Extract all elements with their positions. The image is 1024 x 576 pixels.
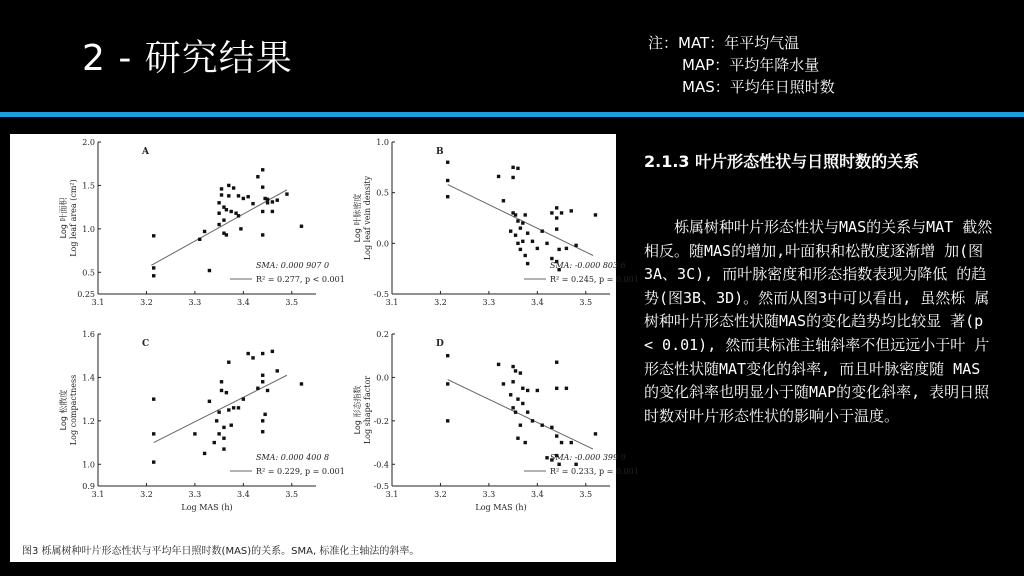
data-point [220,187,223,190]
x-tick-label: 3.1 [385,490,399,499]
x-tick-label: 3.1 [91,298,105,307]
data-point [555,216,558,219]
data-point [446,179,449,182]
data-point [446,419,449,422]
data-point [531,419,534,422]
y-tick-label: 0.5 [82,268,95,278]
y-tick-label: -0.5 [373,290,389,299]
data-point [285,192,288,195]
x-tick-label: 3.1 [91,490,105,499]
data-point [152,274,155,277]
data-point [555,206,558,209]
data-point [521,402,524,405]
x-tick-label: 3.5 [285,298,299,307]
note-line-mat: 注：MAT：年平均气温 [648,34,800,52]
data-point [215,419,218,422]
data-point [497,175,500,178]
y-tick-label: 0.0 [376,373,389,383]
y-tick-label: 1.4 [82,373,95,383]
r2-annotation: R² = 0.229, p = 0.001 [256,467,345,476]
data-point [555,387,558,390]
data-point [263,413,266,416]
data-point [217,212,220,215]
y-tick-label: 0.2 [376,330,389,339]
y-tick-label: 0.9 [82,482,95,491]
data-point [516,167,519,170]
data-point [222,447,225,450]
data-point [519,226,522,229]
scatter-panels [10,134,639,562]
data-point [266,389,269,392]
figure-3 [10,134,639,562]
data-point [198,238,201,241]
r2-annotation: R² = 0.233, p = 0.001 [550,467,639,476]
data-point [526,389,529,392]
data-point [511,176,514,179]
data-point [574,244,577,247]
data-point [152,432,155,435]
x-tick-label: 3.5 [285,490,299,499]
data-point [516,437,519,440]
data-point [514,410,517,413]
data-point [217,223,220,226]
data-point [565,387,568,390]
data-point [230,210,233,213]
data-point [545,242,548,245]
x-axis-label: Log MAS (h) [475,503,527,512]
panel-letter: D [436,339,444,349]
data-point [497,363,500,366]
data-point [261,168,264,171]
panel-letter: C [142,339,150,349]
data-point [246,195,249,198]
section-heading: 2.1.3 叶片形态性状与日照时数的关系 [644,152,920,171]
x-tick-label: 3.4 [530,490,544,499]
x-tick-label: 3.2 [140,490,153,499]
data-point [521,221,524,224]
data-point [261,380,264,383]
data-point [511,166,514,169]
section-body: 栎属树种叶片形态性状与MAS的关系与MAT 截然相反。随MAS的增加,叶面积和松散度逐渐增 加(图3A、3C), 而叶脉密度和形态指数表现为降低 的趋势(图3B、3D)。然而从图3中可以看出, 虽然栎 属树种叶片形态性状随MAS的变化趋势均比较显 著(p < 0.01), 然而其标准主轴斜率不但远远小于叶 片形态性状随MAT变化的斜率, 而且叶脉密度随 MAS的变化斜率也明显小于随MAP的变化斜率, 表明日照时数对叶片形态性状的影响小于温度。 [644,218,993,425]
sma-annotation: SMA: -0.000 803 6 [550,261,626,270]
data-point [251,202,254,205]
figure-caption: 图3 栎属树种叶片形态性状与平均年日照时数(MAS)的关系。SMA, 标准化主轴法的斜率。 [22,546,420,557]
y-tick-label: 1.5 [82,181,95,191]
data-point [239,227,242,230]
data-point [242,197,245,200]
data-point [519,371,522,374]
data-point [300,225,303,228]
data-point [230,424,233,427]
abbreviation-note [648,32,835,98]
data-point [217,432,220,435]
data-point [266,201,269,204]
data-point [550,257,553,260]
data-point [557,248,560,251]
data-point [514,369,517,372]
data-point [550,211,553,214]
data-point [511,380,514,383]
data-point [514,234,517,237]
panel-letter: B [436,147,444,157]
data-point [514,213,517,216]
r2-annotation: R² = 0.245, p = 0.001 [550,275,639,284]
note-line-mas: MAS：平均年日照时数 [682,78,835,96]
y-tick-label: 1.0 [82,224,95,234]
data-point [300,382,303,385]
data-point [220,389,223,392]
r2-annotation: R² = 0.277, p < 0.001 [256,275,345,284]
title-divider [0,112,1024,117]
y-axis-label-cn: Log 叶脉密度 [353,193,362,243]
data-point [519,248,522,251]
x-axis-label: Log MAS (h) [181,503,233,512]
x-tick-label: 3.1 [385,298,399,307]
data-point [256,387,259,390]
data-point [232,406,235,409]
y-tick-label: 2.0 [82,138,95,147]
data-point [227,361,230,364]
data-point [266,198,269,201]
data-point [531,240,534,243]
data-point [565,247,568,250]
data-point [524,441,527,444]
data-point [570,209,573,212]
sma-fit-line [448,185,593,256]
y-tick-label: 1.0 [82,460,95,470]
data-point [555,227,558,230]
data-point [237,214,240,217]
y-tick-label: -0.5 [373,482,389,491]
data-point [203,230,206,233]
panel-letter: A [142,147,149,157]
data-point [526,262,529,265]
data-point [261,185,264,188]
data-point [271,350,274,353]
data-point [203,452,206,455]
data-point [526,232,529,235]
data-point [152,460,155,463]
data-point [222,437,225,440]
data-point [521,387,524,390]
data-point [594,213,597,216]
x-tick-label: 3.2 [434,298,447,307]
data-point [256,175,259,178]
data-point [536,389,539,392]
x-tick-label: 3.3 [482,298,496,307]
data-point [220,380,223,383]
data-point [193,432,196,435]
data-point [560,211,563,214]
y-axis-label: Log leaf vein density [363,175,372,261]
data-point [276,198,279,201]
x-tick-label: 3.4 [530,298,544,307]
data-point [511,406,514,409]
data-point [225,233,228,236]
data-point [560,441,563,444]
y-axis-label-cn: Log 叶面积 [59,197,68,239]
data-point [557,463,560,466]
data-point [502,382,505,385]
data-point [540,229,543,232]
data-point [271,210,274,213]
data-point [261,419,264,422]
y-tick-label: -0.2 [373,416,389,426]
data-point [261,430,264,433]
x-tick-label: 3.4 [236,490,250,499]
x-tick-label: 3.3 [188,298,202,307]
x-tick-label: 3.3 [482,490,496,499]
data-point [516,397,519,400]
data-point [521,240,524,243]
sma-annotation: SMA: -0.000 399 9 [550,453,626,462]
x-tick-label: 3.5 [579,298,593,307]
y-axis-label: Log shape factor [363,375,372,445]
data-point [213,441,216,444]
data-point [516,242,519,245]
data-point [237,194,240,197]
data-point [509,393,512,396]
data-point [261,210,264,213]
data-point [225,391,228,394]
data-point [524,213,527,216]
note-line-map: MAP：平均年降水量 [682,56,820,74]
data-point [446,195,449,198]
data-point [237,406,240,409]
y-tick-label: 0.0 [376,239,389,249]
data-point [276,369,279,372]
y-tick-label: 1.6 [82,330,95,339]
data-point [208,400,211,403]
data-point [446,382,449,385]
data-point [261,352,264,355]
y-tick-label: 1.2 [82,416,95,426]
data-point [152,397,155,400]
y-tick-label: -0.4 [373,460,389,470]
x-tick-label: 3.2 [140,298,153,307]
data-point [246,352,249,355]
data-point [217,201,220,204]
y-axis-label-cn: Log 形态指数 [353,385,362,435]
x-tick-label: 3.3 [188,490,202,499]
data-point [526,410,529,413]
data-point [261,374,264,377]
data-point [536,247,539,250]
y-tick-label: 0.5 [376,188,389,198]
data-point [225,208,228,211]
data-point [550,426,553,429]
data-point [251,356,254,359]
data-point [227,408,230,411]
data-point [570,441,573,444]
sma-fit-line [448,380,593,449]
data-point [509,229,512,232]
data-point [208,269,211,272]
x-tick-label: 3.2 [434,490,447,499]
data-point [540,424,543,427]
data-point [555,434,558,437]
data-point [555,361,558,364]
data-point [524,254,527,257]
data-point [222,218,225,221]
y-tick-label: 1.0 [376,138,389,147]
data-point [516,219,519,222]
data-point [545,456,548,459]
data-point [502,199,505,202]
x-tick-label: 3.4 [236,298,250,307]
data-point [446,354,449,357]
sma-annotation: SMA: 0.000 907 0 [256,261,330,270]
data-point [152,234,155,237]
data-point [574,463,577,466]
data-point [152,266,155,269]
y-tick-label: 0.25 [77,290,95,299]
data-point [242,397,245,400]
data-point [271,200,274,203]
data-point [227,194,230,197]
data-point [227,184,230,187]
data-point [222,426,225,429]
data-point [220,193,223,196]
data-point [519,424,522,427]
data-point [594,432,597,435]
x-tick-label: 3.5 [579,490,593,499]
data-point [261,233,264,236]
slide-title: 2 - 研究结果 [82,38,293,79]
y-axis-label: Log leaf area (cm²) [69,179,78,257]
sma-annotation: SMA: 0.000 400 8 [256,453,330,462]
data-point [446,161,449,164]
y-axis-label-cn: Log 松散度 [59,389,68,431]
data-point [232,186,235,189]
y-axis-label: Log compactness [69,374,78,446]
data-point [511,365,514,368]
data-point [217,410,220,413]
